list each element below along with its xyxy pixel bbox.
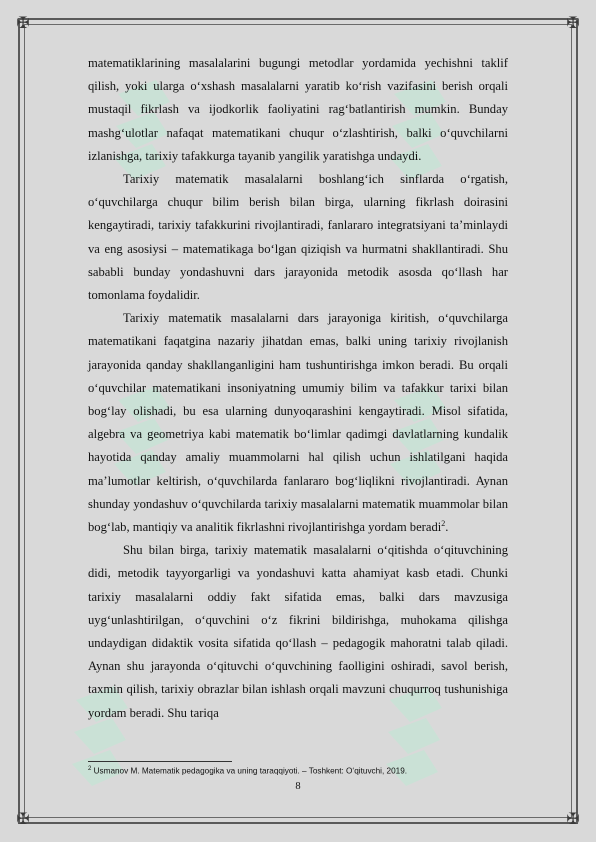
footnote-separator — [88, 761, 232, 762]
footnote-reference[interactable]: 2 — [441, 518, 446, 528]
footnote-number: 2 — [88, 766, 92, 772]
paragraph-tail: . — [445, 520, 449, 535]
corner-ornament-icon: ✠ — [16, 809, 30, 828]
body-text — [88, 52, 508, 725]
paragraph: Shu bilan birga, tarixiy matematik masalalarni o‘qitishda o‘qituvchining didi, metodik tayyorgarligi va yondashuvi katta ahamiyat kasb etadi. Chunki tarixiy masalalarni oddiy fakt sifatida emas, balki dars mavzusiga uyg‘unlashtirilgan, o‘quvchini o‘z fikrini bildirishga, muhokama qilishga undaydigan didaktik vosita sifatida qo‘llash – pedagogik mahoratni talab qiladi. Aynan shu jarayonda o‘qituvchi o‘quvchining faolligini oshiradi, savol berish, taxmin qilish, tarixiy obrazlar bilan ishlash orqali mavzuni chuqurroq tushunishiga yordam beradi. Shu tariqa — [88, 543, 508, 720]
corner-ornament-icon: ✠ — [566, 13, 580, 32]
footnote — [88, 766, 508, 776]
paragraph: matematiklarining masalalarini bugungi metodlar yordamida yechishni taklif qilish, yoki ularga o‘xshash masalalarni yaratib ko‘rish vazifasini berish orqali mustaqil fikrlash va ijodkorlik faoliyatini rag‘batlantirish mumkin. Bunday mashg‘ulotlar nafaqat matematikani chuqur o‘zlashtirish, balki o‘quvchilarni izlanishga, tarixiy tafakkurga tayanib yangilik yaratishga undaydi. — [88, 56, 508, 163]
paragraph-text: Tarixiy matematik masalalarni dars jarayoniga kiritish, o‘quvchilarga matematikani faqatgina nazariy jihatdan emas, balki uning tarixiy rivojlanish jarayonida qanday shakllanganligini ham tushuntirishga imkon beradi. Bu orqali o‘quvchilar matematikani insoniyatning umumiy bilim va tafakkur tarixi bilan bog‘lay olishadi, bu esa ularning dunyoqarashini kengaytiradi. Misol sifatida, algebra va geometriya kabi matematik bo‘limlar qadimgi davlatlarning kundalik hayotida qanday amaliy muammolarni hal qilish uchun ishlatilgani haqida ma’lumotlar keltirish, o‘quvchilarda fanlararo bog‘liqlikni rivojlantiradi. Aynan shunday yondashuv o‘quvchilarda tarixiy masalalarni matematik muammolar bilan bog‘lab, mantiqiy va analitik fikrlashni rivojlantirishga yordam beradi — [88, 311, 508, 535]
corner-ornament-icon: ✠ — [16, 13, 30, 32]
paragraph: Tarixiy matematik masalalarni boshlang‘ich sinflarda o‘rgatish, o‘quvchilarga chuqur bilim berish bilan birga, ularning fikrlash doirasini kengaytiradi, tarixiy tafakkurini rivojlantiradi, fanlararo integratsiyani ta’minlaydi va eng asosiysi – matematikaga bo‘lgan qiziqish va hurmatni shakllantiradi. Shu sababli bunday yondashuvni dars jarayonida metodik asosda qo‘llash har tomonlama foydalidir. — [88, 172, 508, 303]
corner-ornament-icon: ✠ — [566, 809, 580, 828]
footnote-text: Usmanov M. Matematik pedagogika va uning taraqqiyoti. – Toshkent: O‘qituvchi, 2019. — [91, 766, 408, 776]
page-number: 8 — [295, 781, 301, 792]
paragraph — [88, 307, 508, 539]
